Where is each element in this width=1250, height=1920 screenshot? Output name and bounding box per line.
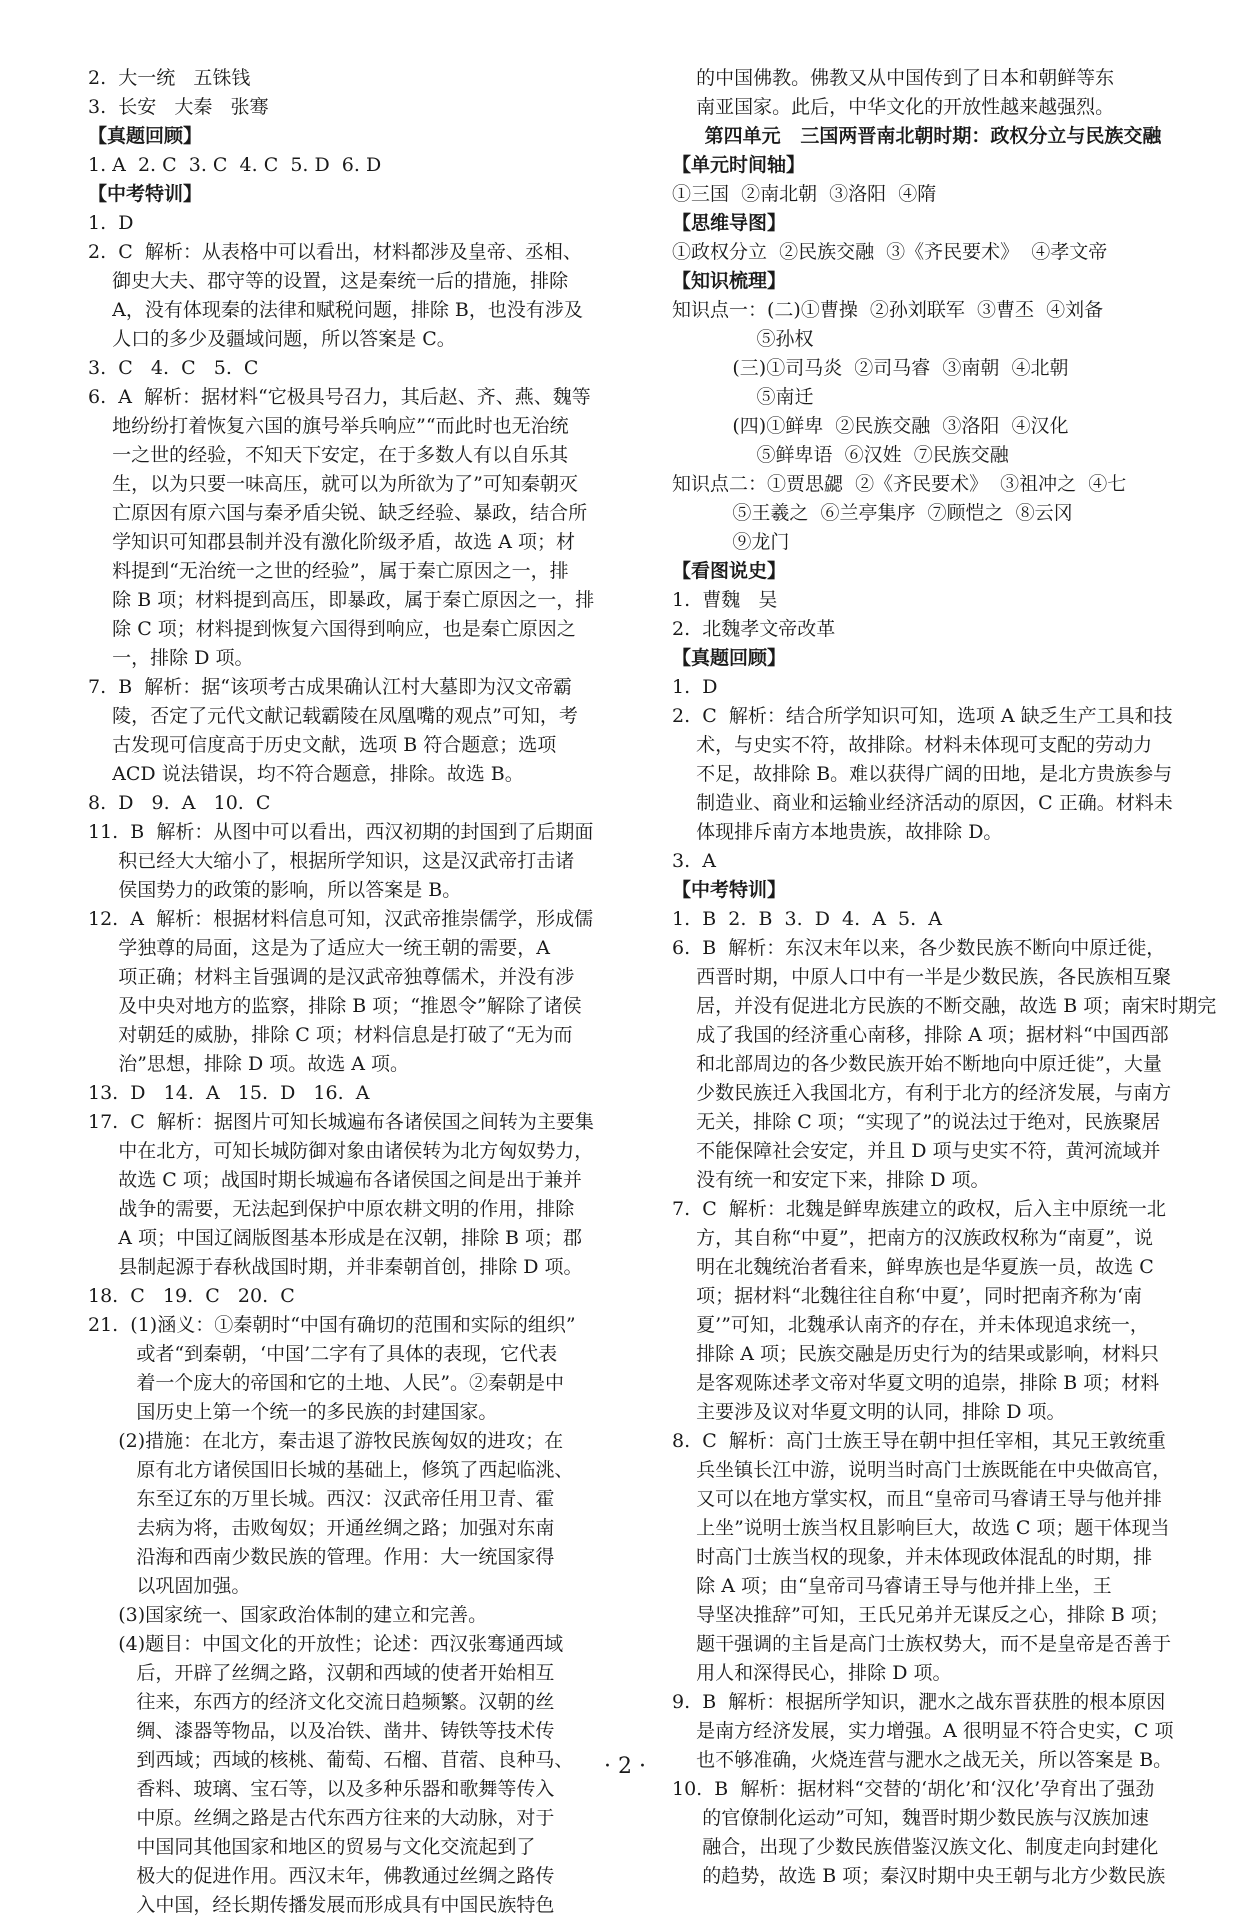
text-line: 学独尊的局面，这是为了适应大一统王朝的需要，A (88, 937, 550, 959)
text-line: 生，以为只要一味高压，就可以为所欲为了”可知秦朝灭 (88, 473, 578, 495)
text-line: 一，排除 D 项。 (88, 647, 254, 669)
text-line: 项正确；材料主旨强调的是汉武帝独尊儒术，并没有涉 (88, 966, 575, 988)
text-line: 去病为将，击败匈奴；开通丝绸之路；加强对东南 (88, 1517, 555, 1539)
text-line: 和北部周边的各少数民族开始不断地向中原迁徙”，大量 (672, 1053, 1162, 1075)
text-line: 原有北方诸侯国旧长城的基础上，修筑了西起临洮、 (88, 1459, 574, 1481)
text-line: 明在北魏统治者看来，鲜卑族也是华夏族一员，故选 C (672, 1256, 1154, 1278)
text-line: 没有统一和安定下来，排除 D 项。 (672, 1169, 990, 1191)
text-line: 主要涉及议对华夏文明的认同，排除 D 项。 (672, 1401, 1066, 1423)
text-line: 方，其自称“中夏”，把南方的汉族政权称为“南夏”，说 (672, 1227, 1154, 1249)
text-line: 地纷纷打着恢复六国的旗号举兵响应”“而此时也无治统 (88, 415, 569, 437)
text-line: 1. 曹魏 吴 (672, 589, 778, 611)
text-line: 不足，故排除 B。难以获得广阔的田地，是北方贵族参与 (672, 763, 1173, 785)
text-line: ①政权分立 ②民族交融 ③《齐民要术》 ④孝文帝 (672, 241, 1108, 263)
text-line: 西晋时期，中原人口中有一半是少数民族，各民族相互聚 (672, 966, 1172, 988)
text-line: 往来，东西方的经济文化交流日趋频繁。汉朝的丝 (88, 1691, 555, 1713)
text-line: 又可以在地方掌实权，而且“皇帝司马睿请王导与他并排 (672, 1488, 1162, 1510)
text-line: 南亚国家。此后，中华文化的开放性越来越强烈。 (672, 96, 1115, 118)
text-line: 中原。丝绸之路是古代东西方往来的大动脉，对于 (88, 1807, 555, 1829)
text-line: 无关，排除 C 项；“实现了”的说法过于绝对，民族聚居 (672, 1111, 1161, 1133)
text-line: 10. B 解析：据材料“交替的‘胡化’和‘汉化’孕育出了强劲 (672, 1778, 1155, 1800)
text-line: 一之世的经验，不知天下安定，在于多数人有以自乐其 (88, 444, 569, 466)
text-line: 21. (1)涵义：①秦朝时“中国有确切的范围和实际的组织” (88, 1314, 576, 1336)
text-line: 人口的多少及疆域问题，所以答案是 C。 (88, 328, 456, 350)
text-line: 8. D 9. A 10. C (88, 792, 271, 814)
text-line: 用人和深得民心，排除 D 项。 (672, 1662, 952, 1684)
text-line: 成了我国的经济重心南移，排除 A 项；据材料“中国西部 (672, 1024, 1169, 1046)
text-line: 项；据材料“北魏往往自称‘中夏’，同时把南齐称为‘南 (672, 1285, 1142, 1307)
text-line: 夏’”可知，北魏承认南齐的存在，并未体现追求统一， (672, 1314, 1149, 1336)
text-line: 不能保障社会安定，并且 D 项与史实不符，黄河流域并 (672, 1140, 1161, 1162)
text-line: (四)①鲜卑 ②民族交融 ③洛阳 ④汉化 (672, 415, 1069, 437)
text-line: (4)题目：中国文化的开放性；论述：西汉张骞通西域 (88, 1633, 564, 1655)
text-line: 除 C 项；材料提到恢复六国得到响应，也是秦亡原因之 (88, 618, 576, 640)
text-line: 知识点一：(二)①曹操 ②孙刘联军 ③曹丕 ④刘备 (672, 299, 1104, 321)
text-line: 导坚决推辞”可知，王氏兄弟并无谋反之心，排除 B 项； (672, 1604, 1169, 1626)
left-column (88, 64, 633, 1920)
text-line: 的中国佛教。佛教又从中国传到了日本和朝鲜等东 (672, 67, 1115, 89)
text-line: 制造业、商业和运输业经济活动的原因，C 正确。材料未 (672, 792, 1173, 814)
text-line: 融合，出现了少数民族借鉴汉族文化、制度走向封建化 (672, 1836, 1159, 1858)
text-line: 术，与史实不符，故排除。材料未体现可支配的劳动力 (672, 734, 1153, 756)
text-line: 国历史上第一个统一的多民族的封建国家。 (88, 1401, 498, 1423)
text-line: ⑤王羲之 ⑥兰亭集序 ⑦顾恺之 ⑧云冈 (672, 502, 1073, 524)
text-line: 6. A 解析：据材料“它极具号召力，其后赵、齐、燕、魏等 (88, 386, 591, 408)
text-line: 古发现可信度高于历史文献，选项 B 符合题意；选项 (88, 734, 557, 756)
text-line: 1. B 2. B 3. D 4. A 5. A (672, 908, 942, 930)
text-line: 的官僚制化运动”可知，魏晋时期少数民族与汉族加速 (672, 1807, 1149, 1829)
text-line: 除 B 项；材料提到高压，即暴政，属于秦亡原因之一，排 (88, 589, 595, 611)
text-line: 兵坐镇长江中游，说明当时高门士族既能在中央做高官， (672, 1459, 1172, 1481)
text-line: ⑤鲜卑语 ⑥汉姓 ⑦民族交融 (672, 444, 1009, 466)
text-line: 时高门士族当权的现象，并未体现政体混乱的时期，排 (672, 1546, 1153, 1568)
text-line: 料提到“无治统一之世的经验”，属于秦亡原因之一，排 (88, 560, 569, 582)
page-number: · 2 · (604, 1754, 646, 1779)
text-line: 香料、玻璃、宝石等，以及多种乐器和歌舞等传入 (88, 1778, 555, 1800)
text-line: 是客观陈述孝文帝对华夏文明的追崇，排除 B 项；材料 (672, 1372, 1160, 1394)
text-line: 7. C 解析：北魏是鲜卑族建立的政权，后入主中原统一北 (672, 1198, 1166, 1220)
text-line: 2. 北魏孝文帝改革 (672, 618, 836, 640)
text-line: 7. B 解析：据“该项考古成果确认江村大墓即为汉文帝霸 (88, 676, 572, 698)
section-heading: 【知识梳理】 (672, 270, 787, 292)
text-line: 着一个庞大的帝国和它的土地、人民”。②秦朝是中 (88, 1372, 565, 1394)
text-line: 上坐”说明士族当权且影响巨大，故选 C 项；题干体现当 (672, 1517, 1170, 1539)
section-heading: 【思维导图】 (672, 212, 787, 234)
section-heading: 【单元时间轴】 (672, 154, 806, 176)
text-line: 也不够准确，火烧连营与淝水之战无关，所以答案是 B。 (672, 1749, 1173, 1771)
text-line: 居，并没有促进北方民族的不断交融，故选 B 项；南宋时期完 (672, 995, 1217, 1017)
text-line: (三)①司马炎 ②司马睿 ③南朝 ④北朝 (672, 357, 1069, 379)
text-line: ⑨龙门 (672, 531, 790, 553)
text-line: ACD 说法错误，均不符合题意，排除。故选 B。 (88, 763, 524, 785)
text-line: 12. A 解析：根据材料信息可知，汉武帝推崇儒学，形成儒 (88, 908, 594, 930)
section-heading: 【看图说史】 (672, 560, 787, 582)
section-heading: 【真题回顾】 (88, 125, 203, 147)
text-line: 除 A 项；由“皇帝司马睿请王导与他并排上坐，王 (672, 1575, 1112, 1597)
text-line: 御史大夫、郡守等的设置，这是秦统一后的措施，排除 (88, 270, 569, 292)
text-line: 是南方经济发展，实力增强。A 很明显不符合史实，C 项 (672, 1720, 1174, 1742)
text-line: 3. A (672, 850, 716, 872)
text-line: ⑤南迁 (672, 386, 814, 408)
text-line: 后，开辟了丝绸之路，汉朝和西域的使者开始相互 (88, 1662, 555, 1684)
text-line: A，没有体现秦的法律和赋税问题，排除 B，也没有涉及 (88, 299, 583, 321)
text-line: 排除 A 项；民族交融是历史行为的结果或影响，材料只 (672, 1343, 1159, 1365)
section-heading: 【中考特训】 (88, 183, 203, 205)
text-line: 战争的需要，无法起到保护中原农耕文明的作用，排除 (88, 1198, 575, 1220)
unit-title: 第四单元 三国两晋南北朝时期：政权分立与民族交融 (704, 125, 1162, 147)
text-line: 及中央对地方的监察，排除 B 项；“推恩令”解除了诸侯 (88, 995, 582, 1017)
text-line: 县制起源于春秋战国时期，并非秦朝首创，排除 D 项。 (88, 1256, 583, 1278)
text-line: ⑤孙权 (672, 328, 814, 350)
text-line: 1. D (88, 212, 134, 234)
text-line: 中国同其他国家和地区的贸易与文化交流起到了 (88, 1836, 536, 1858)
text-line: 东至辽东的万里长城。西汉：汉武帝任用卫青、霍 (88, 1488, 555, 1510)
text-line: 对朝廷的威胁，排除 C 项；材料信息是打破了“无为而 (88, 1024, 573, 1046)
text-line: 的趋势，故选 B 项；秦汉时期中央王朝与北方少数民族 (672, 1865, 1166, 1887)
text-line: 积已经大大缩小了，根据所学知识，这是汉武帝打击诸 (88, 850, 575, 872)
text-line: (3)国家统一、国家政治体制的建立和完善。 (88, 1604, 488, 1626)
text-line: 中在北方，可知长城防御对象由诸侯转为北方匈奴势力， (88, 1140, 594, 1162)
text-line: 6. B 解析：东汉末年以来，各少数民族不断向中原迁徙， (672, 937, 1166, 959)
text-line: 8. C 解析：高门士族王导在朝中担任宰相，其兄王敦统重 (672, 1430, 1166, 1452)
text-line: 治”思想，排除 D 项。故选 A 项。 (88, 1053, 410, 1075)
text-line: 11. B 解析：从图中可以看出，西汉初期的封国到了后期面 (88, 821, 594, 843)
text-line: 陵，否定了元代文献记载霸陵在凤凰嘴的观点”可知，考 (88, 705, 578, 727)
text-line: 或者“到秦朝，‘中国’二字有了具体的表现，它代表 (88, 1343, 558, 1365)
section-heading: 【中考特训】 (672, 879, 787, 901)
text-line: 少数民族迁入我国北方，有利于北方的经济发展，与南方 (672, 1082, 1172, 1104)
text-line: 沿海和西南少数民族的管理。作用：大一统国家得 (88, 1546, 555, 1568)
text-line: 入中国，经长期传播发展而形成具有中国民族特色 (88, 1894, 555, 1916)
text-line: 题干强调的主旨是高门士族权势大，而不是皇帝是否善于 (672, 1633, 1172, 1655)
text-line: 极大的促进作用。西汉末年，佛教通过丝绸之路传 (88, 1865, 555, 1887)
text-line: ①三国 ②南北朝 ③洛阳 ④隋 (672, 183, 937, 205)
text-line: 以巩固加强。 (88, 1575, 251, 1597)
text-line: 13. D 14. A 15. D 16. A (88, 1082, 370, 1104)
text-line: A 项；中国辽阔版图基本形成是在汉朝，排除 B 项；郡 (88, 1227, 583, 1249)
text-line: 到西域；西域的核桃、葡萄、石榴、苜蓿、良种马、 (88, 1749, 574, 1771)
text-line: 2. 大一统 五铢钱 (88, 67, 251, 89)
text-line: 18. C 19. C 20. C (88, 1285, 295, 1307)
text-line: 1. A 2. C 3. C 4. C 5. D 6. D (88, 154, 382, 176)
text-line: (2)措施：在北方，秦击退了游牧民族匈奴的进攻；在 (88, 1430, 564, 1452)
right-column (672, 64, 1217, 1891)
text-line: 绸、漆器等物品，以及冶铁、凿井、铸铁等技术传 (88, 1720, 555, 1742)
text-line: 侯国势力的政策的影响，所以答案是 B。 (88, 879, 462, 901)
text-line: 故选 C 项；战国时期长城遍布各诸侯国之间是出于兼并 (88, 1169, 582, 1191)
text-line: 学知识可知郡县制并没有激化阶级矛盾，故选 A 项；材 (88, 531, 575, 553)
section-heading: 【真题回顾】 (672, 647, 787, 669)
text-line: 亡原因有原六国与秦矛盾尖锐、缺乏经验、暴政，结合所 (88, 502, 588, 524)
text-line: 3. 长安 大秦 张骞 (88, 96, 269, 118)
text-line: 1. D (672, 676, 718, 698)
text-line: 2. C 解析：从表格中可以看出，材料都涉及皇帝、丞相、 (88, 241, 582, 263)
text-line: 9. B 解析：根据所学知识，淝水之战东晋获胜的根本原因 (672, 1691, 1166, 1713)
text-line: 知识点二：①贾思勰 ②《齐民要术》 ③祖冲之 ④七 (672, 473, 1127, 495)
text-line: 体现排斥南方本地贵族，故排除 D。 (672, 821, 1003, 843)
text-line: 17. C 解析：据图片可知长城遍布各诸侯国之间转为主要集 (88, 1111, 594, 1133)
text-line: 3. C 4. C 5. C (88, 357, 259, 379)
text-line: 2. C 解析：结合所学知识可知，选项 A 缺乏生产工具和技 (672, 705, 1173, 727)
